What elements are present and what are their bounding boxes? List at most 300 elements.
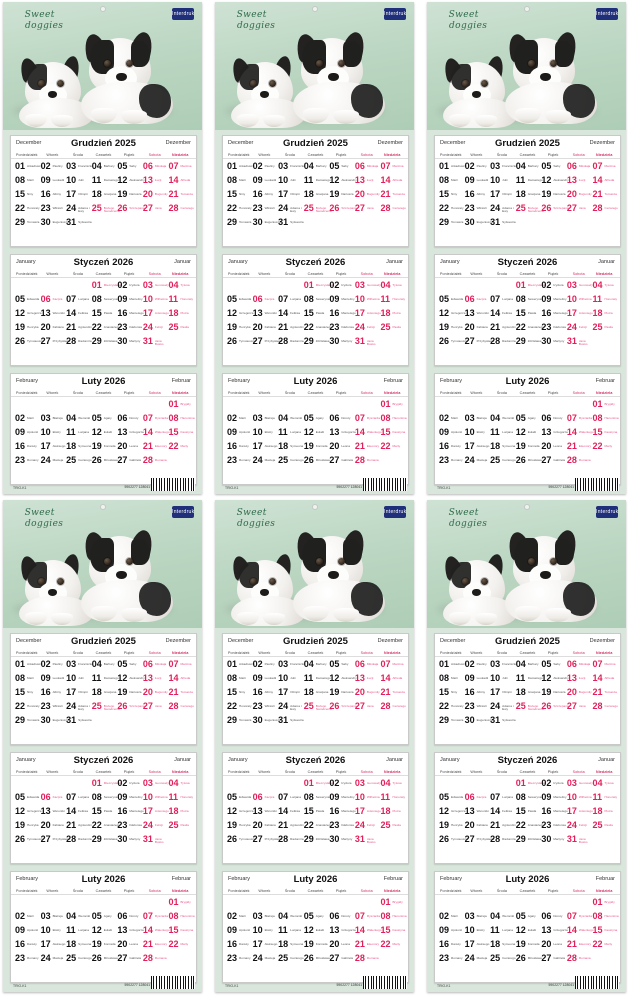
day-cell[interactable] [489,412,515,426]
day-cell[interactable] [489,454,515,468]
day-cell[interactable] [328,412,354,426]
day-cell[interactable] [91,188,117,202]
day-cell[interactable] [91,335,117,349]
day-cell[interactable] [252,335,282,349]
day-cell[interactable] [515,938,541,952]
day-cell[interactable] [65,412,91,426]
calendar-poster[interactable] [215,2,414,494]
day-cell[interactable] [40,938,66,952]
day-cell[interactable] [303,279,334,293]
day-cell[interactable] [515,440,541,454]
day-cell[interactable] [40,321,66,335]
day-cell[interactable] [328,700,357,714]
day-cell[interactable] [566,658,592,672]
day-cell[interactable] [40,293,66,307]
day-cell[interactable] [14,938,40,952]
day-cell[interactable] [142,321,168,335]
day-cell[interactable] [65,700,91,714]
day-cell[interactable] [464,440,490,454]
day-cell[interactable] [303,924,329,938]
day-cell[interactable] [252,293,278,307]
day-cell[interactable] [464,307,490,321]
day-cell[interactable] [65,293,91,307]
day-cell[interactable] [566,160,592,174]
day-cell[interactable] [303,440,329,454]
day-cell[interactable] [566,952,592,966]
day-cell[interactable] [354,307,380,321]
day-cell[interactable] [116,174,145,188]
day-cell[interactable] [252,454,278,468]
day-cell[interactable] [438,293,464,307]
day-cell[interactable] [354,293,380,307]
day-cell[interactable] [328,833,354,847]
day-cell[interactable] [252,805,278,819]
day-cell[interactable] [379,700,405,714]
day-cell[interactable] [277,174,303,188]
day-cell[interactable] [540,819,566,833]
day-cell[interactable] [566,938,592,952]
day-cell[interactable] [591,658,617,672]
day-cell[interactable] [14,440,40,454]
day-cell[interactable] [91,672,117,686]
day-cell[interactable] [489,440,515,454]
day-cell[interactable] [464,938,490,952]
day-cell[interactable] [354,321,380,335]
day-cell[interactable] [303,672,329,686]
day-cell[interactable] [328,202,357,216]
day-cell[interactable] [65,924,91,938]
day-cell[interactable] [277,321,303,335]
day-cell[interactable] [65,216,91,230]
day-cell[interactable] [303,833,329,847]
day-cell[interactable] [252,412,278,426]
day-cell[interactable] [142,426,168,440]
day-cell[interactable] [354,910,380,924]
day-cell[interactable] [303,952,329,966]
day-cell[interactable] [252,714,281,728]
day-cell[interactable] [438,952,464,966]
day-cell[interactable] [303,307,329,321]
day-cell[interactable] [116,454,142,468]
day-cell[interactable] [438,160,467,174]
day-cell[interactable] [226,202,252,216]
day-cell[interactable] [116,440,142,454]
day-cell[interactable] [540,952,566,966]
day-cell[interactable] [354,952,380,966]
day-cell[interactable] [91,307,117,321]
day-cell[interactable] [379,791,405,805]
day-cell[interactable] [540,791,566,805]
day-cell[interactable] [226,924,252,938]
day-cell[interactable] [65,174,91,188]
day-cell[interactable] [142,412,168,426]
day-cell[interactable] [540,293,566,307]
day-cell[interactable] [277,805,303,819]
day-cell[interactable] [591,160,617,174]
day-cell[interactable] [91,938,117,952]
day-cell[interactable] [226,700,252,714]
day-cell[interactable] [252,321,278,335]
day-cell[interactable] [489,321,515,335]
day-cell[interactable] [167,700,193,714]
day-cell[interactable] [328,777,354,791]
day-cell[interactable] [303,819,333,833]
day-cell[interactable] [566,805,592,819]
day-cell[interactable] [515,412,541,426]
day-cell[interactable] [540,805,566,819]
day-cell[interactable] [540,321,566,335]
day-cell[interactable] [303,293,329,307]
day-cell[interactable] [566,335,592,349]
day-cell[interactable] [379,426,405,440]
day-cell[interactable] [252,924,278,938]
day-cell[interactable] [226,321,252,335]
day-cell[interactable] [489,938,515,952]
day-cell[interactable] [438,307,464,321]
day-cell[interactable] [91,321,121,335]
day-cell[interactable] [489,293,515,307]
day-cell[interactable] [167,174,193,188]
day-cell[interactable] [14,924,40,938]
day-cell[interactable] [489,307,515,321]
day-cell[interactable] [438,426,464,440]
day-cell[interactable] [591,174,617,188]
day-cell[interactable] [226,160,255,174]
day-cell[interactable] [142,202,168,216]
day-cell[interactable] [167,805,193,819]
day-cell[interactable] [303,188,329,202]
day-cell[interactable] [167,658,193,672]
day-cell[interactable] [591,412,617,426]
day-cell[interactable] [142,307,168,321]
day-cell[interactable] [489,910,515,924]
day-cell[interactable] [515,672,541,686]
day-cell[interactable] [464,805,490,819]
day-cell[interactable] [14,686,40,700]
day-cell[interactable] [379,686,405,700]
day-cell[interactable] [540,440,566,454]
calendar-poster[interactable] [215,500,414,992]
day-cell[interactable] [116,910,142,924]
day-cell[interactable] [464,819,490,833]
day-cell[interactable] [65,321,91,335]
day-cell[interactable] [591,805,617,819]
day-cell[interactable] [40,160,66,174]
day-cell[interactable] [14,293,40,307]
day-cell[interactable] [489,658,518,672]
day-cell[interactable] [226,805,252,819]
day-cell[interactable] [91,426,117,440]
day-cell[interactable] [379,777,405,791]
day-cell[interactable] [515,910,541,924]
day-cell[interactable] [328,440,354,454]
day-cell[interactable] [65,805,91,819]
day-cell[interactable] [489,174,515,188]
day-cell[interactable] [515,700,544,714]
day-cell[interactable] [252,426,278,440]
day-cell[interactable] [515,188,541,202]
day-cell[interactable] [65,686,91,700]
day-cell[interactable] [540,412,566,426]
day-cell[interactable] [591,924,617,938]
day-cell[interactable] [303,454,329,468]
day-cell[interactable] [40,791,66,805]
day-cell[interactable] [540,700,569,714]
day-cell[interactable] [277,714,303,728]
day-cell[interactable] [14,791,40,805]
day-cell[interactable] [142,188,168,202]
day-cell[interactable] [540,335,566,349]
day-cell[interactable] [438,412,464,426]
day-cell[interactable] [464,454,490,468]
day-cell[interactable] [65,672,91,686]
day-cell[interactable] [142,805,168,819]
day-cell[interactable] [515,335,541,349]
day-cell[interactable] [303,791,329,805]
day-cell[interactable] [277,335,303,349]
day-cell[interactable] [303,700,332,714]
day-cell[interactable] [252,160,278,174]
day-cell[interactable] [464,321,490,335]
day-cell[interactable] [14,174,40,188]
day-cell[interactable] [303,202,332,216]
day-cell[interactable] [91,910,117,924]
day-cell[interactable] [515,454,541,468]
day-cell[interactable] [14,202,40,216]
day-cell[interactable] [40,335,70,349]
day-cell[interactable] [591,293,617,307]
day-cell[interactable] [540,202,569,216]
day-cell[interactable] [540,672,569,686]
day-cell[interactable] [515,833,541,847]
day-cell[interactable] [91,952,117,966]
day-cell[interactable] [328,791,354,805]
day-cell[interactable] [379,924,405,938]
day-cell[interactable] [438,819,464,833]
day-cell[interactable] [354,160,380,174]
day-cell[interactable] [464,791,490,805]
day-cell[interactable] [91,454,117,468]
day-cell[interactable] [116,819,142,833]
day-cell[interactable] [354,791,380,805]
day-cell[interactable] [566,819,592,833]
day-cell[interactable] [142,938,168,952]
day-cell[interactable] [226,714,252,728]
day-cell[interactable] [464,833,494,847]
day-cell[interactable] [252,819,278,833]
day-cell[interactable] [464,160,490,174]
day-cell[interactable] [91,819,121,833]
day-cell[interactable] [142,658,168,672]
day-cell[interactable] [252,216,281,230]
day-cell[interactable] [252,672,278,686]
day-cell[interactable] [116,160,142,174]
day-cell[interactable] [438,188,464,202]
day-cell[interactable] [591,426,617,440]
day-cell[interactable] [566,833,592,847]
day-cell[interactable] [328,686,354,700]
day-cell[interactable] [226,833,256,847]
day-cell[interactable] [14,321,40,335]
day-cell[interactable] [464,335,494,349]
day-cell[interactable] [540,658,566,672]
day-cell[interactable] [116,805,142,819]
day-cell[interactable] [116,279,142,293]
day-cell[interactable] [489,833,515,847]
day-cell[interactable] [328,805,354,819]
day-cell[interactable] [438,174,464,188]
day-cell[interactable] [540,160,566,174]
day-cell[interactable] [464,672,490,686]
day-cell[interactable] [277,833,303,847]
day-cell[interactable] [40,307,66,321]
day-cell[interactable] [303,686,329,700]
day-cell[interactable] [14,819,40,833]
day-cell[interactable] [566,307,592,321]
day-cell[interactable] [489,819,515,833]
day-cell[interactable] [354,700,380,714]
day-cell[interactable] [91,924,117,938]
day-cell[interactable] [379,672,405,686]
calendar-poster[interactable] [3,500,202,992]
day-cell[interactable] [591,202,617,216]
day-cell[interactable] [277,426,303,440]
day-cell[interactable] [464,293,490,307]
day-cell[interactable] [328,819,354,833]
day-cell[interactable] [277,686,303,700]
day-cell[interactable] [167,938,193,952]
day-cell[interactable] [540,188,566,202]
day-cell[interactable] [591,188,617,202]
day-cell[interactable] [91,700,120,714]
day-cell[interactable] [354,440,380,454]
day-cell[interactable] [379,938,405,952]
day-cell[interactable] [226,672,252,686]
day-cell[interactable] [489,335,515,349]
day-cell[interactable] [40,426,66,440]
day-cell[interactable] [303,658,329,672]
day-cell[interactable] [515,952,541,966]
day-cell[interactable] [252,307,278,321]
day-cell[interactable] [328,160,354,174]
day-cell[interactable] [379,321,405,335]
day-cell[interactable] [464,412,490,426]
day-cell[interactable] [379,819,405,833]
day-cell[interactable] [142,791,168,805]
day-cell[interactable] [354,819,380,833]
day-cell[interactable] [91,791,117,805]
day-cell[interactable] [167,188,193,202]
day-cell[interactable] [252,202,278,216]
day-cell[interactable] [540,833,566,847]
day-cell[interactable] [91,440,117,454]
day-cell[interactable] [515,426,541,440]
day-cell[interactable] [116,658,142,672]
day-cell[interactable] [116,686,142,700]
day-cell[interactable] [167,279,193,293]
day-cell[interactable] [226,686,252,700]
day-cell[interactable] [438,714,464,728]
day-cell[interactable] [489,686,515,700]
day-cell[interactable] [40,819,66,833]
day-cell[interactable] [277,440,303,454]
day-cell[interactable] [464,188,490,202]
day-cell[interactable] [14,714,40,728]
day-cell[interactable] [167,777,193,791]
day-cell[interactable] [354,672,380,686]
day-cell[interactable] [277,672,303,686]
day-cell[interactable] [328,279,354,293]
day-cell[interactable] [515,202,544,216]
day-cell[interactable] [116,307,142,321]
day-cell[interactable] [354,202,380,216]
day-cell[interactable] [591,896,617,910]
day-cell[interactable] [277,307,303,321]
day-cell[interactable] [354,658,380,672]
day-cell[interactable] [167,910,193,924]
day-cell[interactable] [14,188,40,202]
day-cell[interactable] [40,910,66,924]
day-cell[interactable] [379,805,405,819]
day-cell[interactable] [566,440,592,454]
day-cell[interactable] [167,791,193,805]
day-cell[interactable] [591,398,617,412]
day-cell[interactable] [65,952,91,966]
day-cell[interactable] [328,672,357,686]
day-cell[interactable] [252,952,278,966]
day-cell[interactable] [515,791,541,805]
day-cell[interactable] [14,454,40,468]
day-cell[interactable] [277,658,306,672]
day-cell[interactable] [226,819,252,833]
day-cell[interactable] [515,777,546,791]
day-cell[interactable] [328,293,354,307]
day-cell[interactable] [40,805,66,819]
day-cell[interactable] [40,833,70,847]
day-cell[interactable] [65,440,91,454]
day-cell[interactable] [226,658,255,672]
day-cell[interactable] [515,321,545,335]
day-cell[interactable] [489,202,515,216]
day-cell[interactable] [226,174,252,188]
day-cell[interactable] [226,188,252,202]
day-cell[interactable] [379,412,405,426]
day-cell[interactable] [116,833,142,847]
day-cell[interactable] [566,777,592,791]
day-cell[interactable] [40,658,66,672]
day-cell[interactable] [515,293,541,307]
day-cell[interactable] [354,777,380,791]
day-cell[interactable] [142,777,168,791]
day-cell[interactable] [566,672,592,686]
day-cell[interactable] [40,188,66,202]
day-cell[interactable] [591,321,617,335]
day-cell[interactable] [167,426,193,440]
day-cell[interactable] [91,805,117,819]
day-cell[interactable] [40,714,69,728]
day-cell[interactable] [515,307,541,321]
day-cell[interactable] [303,160,329,174]
day-cell[interactable] [489,426,515,440]
day-cell[interactable] [566,174,592,188]
day-cell[interactable] [303,321,333,335]
day-cell[interactable] [515,160,541,174]
day-cell[interactable] [167,412,193,426]
day-cell[interactable] [142,293,168,307]
day-cell[interactable] [591,938,617,952]
day-cell[interactable] [116,412,142,426]
day-cell[interactable] [438,216,464,230]
